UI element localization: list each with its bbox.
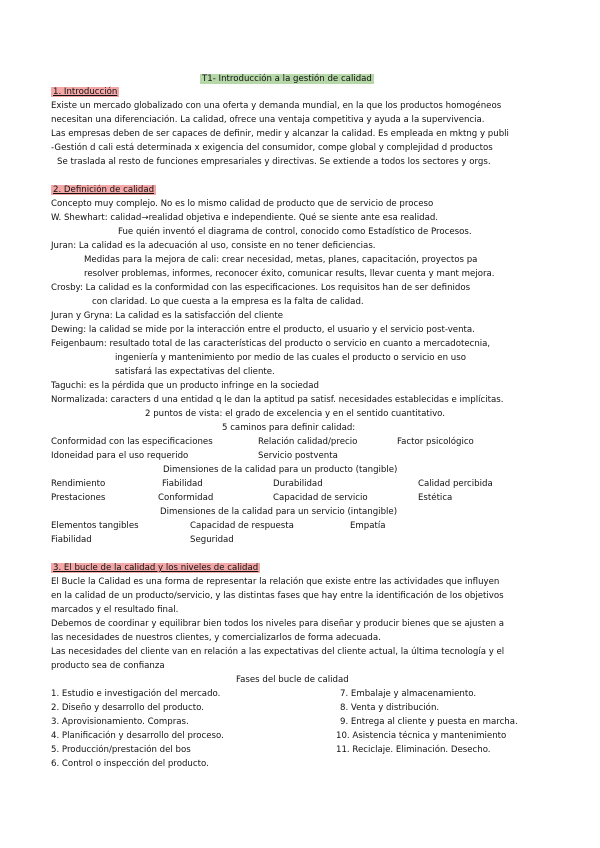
text-line: Juran y Gryna: La calidad es la satisfacción del cliente bbox=[51, 311, 284, 321]
text-line: Las necesidades del cliente van en relación a las expectativas del cliente actual, la última tecnología y el bbox=[51, 647, 505, 657]
phase-item: 11. Reciclaje. Eliminación. Desecho. bbox=[336, 745, 491, 755]
page-title: T1- Introducción a la gestión de calidad bbox=[202, 74, 372, 84]
text-line: 2 puntos de vista: el grado de excelencia y en el sentido cuantitativo. bbox=[145, 409, 446, 419]
phase-item: 9. Entrega al cliente y puesta en marcha. bbox=[340, 717, 518, 727]
phase-item: 7. Embalaje y almacenamiento. bbox=[340, 689, 477, 699]
phase-item: 1. Estudio e investigación del mercado. bbox=[51, 689, 221, 699]
dimension-item: Fiabilidad bbox=[51, 535, 92, 545]
phases-title: Fases del bucle de calidad bbox=[236, 675, 349, 685]
text-line: Taguchi: es la pérdida que un producto infringe en la sociedad bbox=[51, 381, 319, 391]
text-line: W. Shewhart: calidad→realidad objetiva e independiente. Qué se siente ante esa realidad. bbox=[51, 213, 439, 223]
text-line: Feigenbaum: resultado total de las características del producto o servicio en cuanto a mercadotecnia, bbox=[51, 339, 491, 349]
camino-item: Factor psicológico bbox=[397, 437, 474, 447]
text-line: en la calidad de un producto/servicio, y las distintas fases que hay entre la identificación de los objetivos bbox=[51, 591, 504, 601]
dimension-item: Fiabilidad bbox=[162, 479, 203, 489]
dimension-item: Elementos tangibles bbox=[51, 521, 139, 531]
text-line: Se traslada al resto de funciones empresariales y directivas. Se extiende a todos los sectores y orgs. bbox=[57, 157, 491, 167]
text-line: marcados y el resultado final. bbox=[51, 605, 179, 615]
text-line: -Gestión d cali está determinada x exigencia del consumidor, compe global y complejidad d productos bbox=[51, 143, 493, 153]
text-line: Medidas para la mejora de cali: crear necesidad, metas, planes, capacitación, proyectos pa bbox=[84, 255, 478, 265]
dimension-item: Capacidad de servicio bbox=[273, 493, 368, 503]
camino-item: Idoneidad para el uso requerido bbox=[51, 451, 189, 461]
phase-item: 8. Venta y distribución. bbox=[340, 703, 440, 713]
camino-item: Relación calidad/precio bbox=[258, 437, 358, 447]
caminos-title: 5 caminos para definir calidad: bbox=[222, 423, 356, 433]
phase-item: 3. Aprovisionamiento. Compras. bbox=[51, 717, 189, 727]
camino-item: Conformidad con las especificaciones bbox=[51, 437, 213, 447]
phase-item: 4. Planificación y desarrollo del proceso. bbox=[51, 731, 224, 741]
text-line: Fue quién inventó el diagrama de control, conocido como Estadístico de Procesos. bbox=[118, 227, 472, 237]
text-line: Debemos de coordinar y equilibrar bien todos los niveles para diseñar y producir bienes que se ajusten a bbox=[51, 619, 505, 629]
text-line: Existe un mercado globalizado con una oferta y demanda mundial, en la que los productos homogéneos bbox=[51, 101, 502, 111]
phase-item: 5. Producción/prestación del bos bbox=[51, 745, 191, 755]
text-line: Normalizada: caracters d una entidad q le dan la aptitud pa satisf. necesidades establecidas e implícitas. bbox=[51, 395, 504, 405]
phase-item: 10. Asistencia técnica y mantenimiento bbox=[336, 731, 507, 741]
dimension-item: Seguridad bbox=[190, 535, 234, 545]
text-line: El Bucle la Calidad es una forma de representar la relación que existe entre las actividades que influyen bbox=[51, 577, 500, 587]
text-line: ingeniería y mantenimiento por medio de las cuales el producto o servicio en uso bbox=[115, 353, 466, 363]
text-line: satisfará las expectativas del cliente. bbox=[115, 367, 275, 377]
text-line: las necesidades de nuestros clientes, y comercializarlos de forma adecuada. bbox=[51, 633, 381, 643]
product-dimensions-title: Dimensiones de la calidad para un producto (tangible) bbox=[163, 465, 398, 475]
dimension-item: Capacidad de respuesta bbox=[190, 521, 294, 531]
dimension-item: Conformidad bbox=[158, 493, 214, 503]
section-2-heading: 2. Definición de calidad bbox=[53, 185, 155, 195]
text-line: Las empresas deben de ser capaces de definir, medir y alcanzar la calidad. Es empleada en mktng y publi bbox=[51, 129, 509, 139]
section-3-heading: 3. El bucle de la calidad y los niveles de calidad bbox=[53, 563, 259, 573]
text-line: Juran: La calidad es la adecuación al uso, consiste en no tener deficiencias. bbox=[51, 241, 376, 251]
camino-item: Servicio postventa bbox=[258, 451, 338, 461]
dimension-item: Durabilidad bbox=[273, 479, 323, 489]
section-1-heading: 1. Introducción bbox=[53, 87, 118, 97]
dimension-item: Estética bbox=[418, 493, 453, 503]
dimension-item: Calidad percibida bbox=[418, 479, 493, 489]
text-line: Dewing: la calidad se mide por la interacción entre el producto, el usuario y el servicio post-venta. bbox=[51, 325, 475, 335]
phase-item: 6. Control o inspección del producto. bbox=[51, 759, 209, 769]
dimension-item: Empatía bbox=[350, 521, 386, 531]
text-line: con claridad. Lo que cuesta a la empresa es la falta de calidad. bbox=[92, 297, 364, 307]
text-line: resolver problemas, informes, reconocer éxito, comunicar results, llevar cuenta y mant mejora. bbox=[84, 269, 495, 279]
phase-item: 2. Diseño y desarrollo del producto. bbox=[51, 703, 204, 713]
text-line: Crosby: La calidad es la conformidad con las especificaciones. Los requisitos han de ser definidos bbox=[51, 283, 471, 293]
text-line: Concepto muy complejo. No es lo mismo calidad de producto que de servicio de proceso bbox=[51, 199, 434, 209]
dimension-item: Prestaciones bbox=[51, 493, 106, 503]
text-line: necesitan una diferenciación. La calidad, ofrece una ventaja competitiva y ayuda a la supervivencia. bbox=[51, 115, 485, 125]
dimension-item: Rendimiento bbox=[51, 479, 106, 489]
service-dimensions-title: Dimensiones de la calidad para un servicio (intangible) bbox=[160, 507, 398, 517]
text-line: producto sea de confianza bbox=[51, 661, 165, 671]
